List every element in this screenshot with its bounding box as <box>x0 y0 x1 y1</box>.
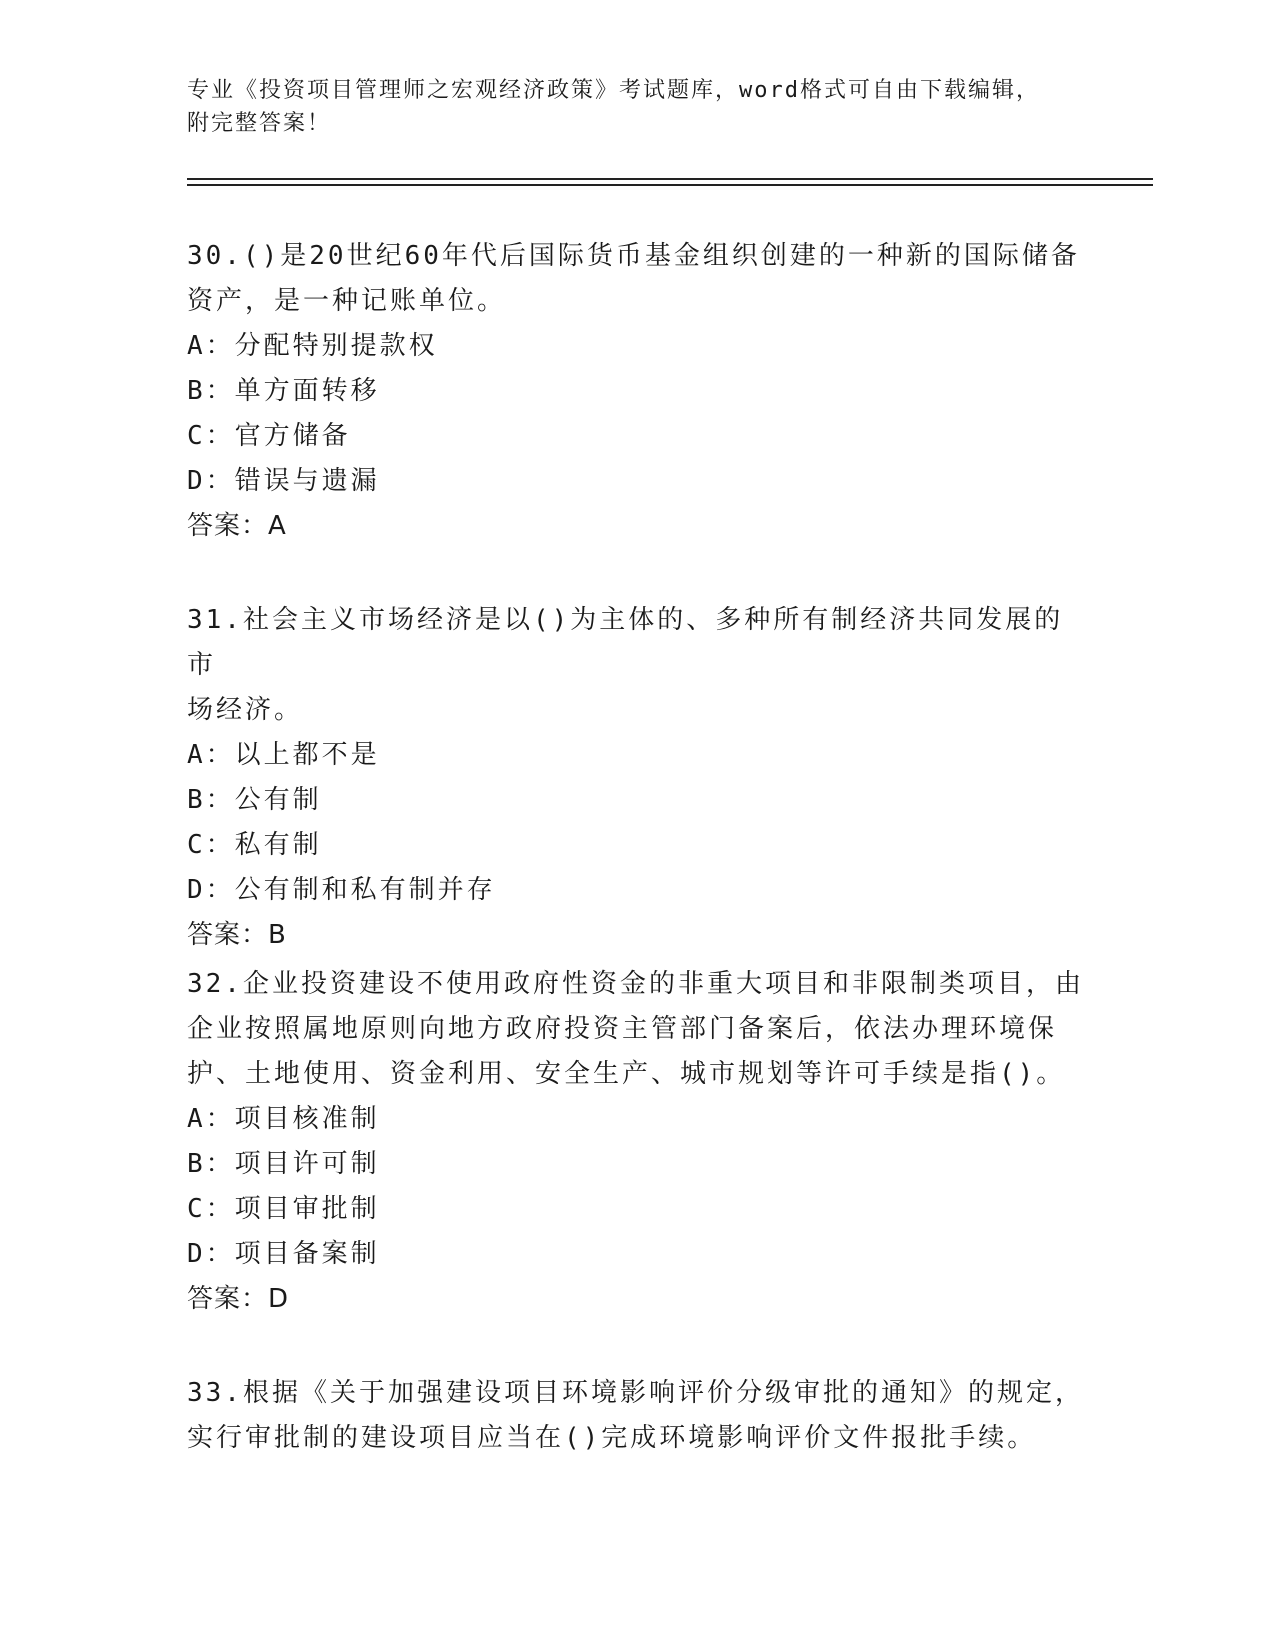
question-text <box>187 234 1087 324</box>
header-line-1: 专业《投资项目管理师之宏观经济政策》考试题库，word格式可自由下载编辑， <box>187 78 1040 103</box>
option-a: A：以上都不是 <box>187 740 380 770</box>
answer-label: 答案：D <box>187 1284 290 1314</box>
option-c: C：项目审批制 <box>187 1194 380 1224</box>
question-30 <box>187 234 1087 549</box>
option-a: A：分配特别提款权 <box>187 331 438 361</box>
document-header <box>187 74 1087 140</box>
header-line-2: 附完整答案！ <box>187 111 332 136</box>
question-32 <box>187 962 1087 1322</box>
question-text-line: 企业按照属地原则向地方政府投资主管部门备案后，依法办理环境保 <box>187 1014 1058 1044</box>
question-text-line: 场经济。 <box>187 695 304 725</box>
header-divider-bottom <box>187 184 1153 186</box>
question-text-line: 32.企业投资建设不使用政府性资金的非重大项目和非限制类项目，由 <box>187 969 1084 999</box>
option-b: B：公有制 <box>187 785 322 815</box>
option-b: B：单方面转移 <box>187 376 380 406</box>
question-text <box>187 598 1087 733</box>
option-a: A：项目核准制 <box>187 1104 380 1134</box>
question-33 <box>187 1371 1087 1461</box>
option-d: D：公有制和私有制并存 <box>187 875 496 905</box>
option-b: B：项目许可制 <box>187 1149 380 1179</box>
question-text-line: 33.根据《关于加强建设项目环境影响评价分级审批的通知》的规定， <box>187 1378 1084 1408</box>
answer-label: 答案：B <box>187 920 287 950</box>
option-c: C：私有制 <box>187 830 322 860</box>
option-d: D：项目备案制 <box>187 1239 380 1269</box>
header-divider-top <box>187 178 1153 180</box>
question-text-line: 护、土地使用、资金利用、安全生产、城市规划等许可手续是指()。 <box>187 1059 1066 1089</box>
question-text <box>187 962 1087 1097</box>
question-text-line: 资产，是一种记账单位。 <box>187 286 507 316</box>
question-text-line: 实行审批制的建设项目应当在()完成环境影响评价文件报批手续。 <box>187 1423 1037 1453</box>
answer-label: 答案：A <box>187 511 287 541</box>
question-text-line: 30.()是20世纪60年代后国际货币基金组织创建的一种新的国际储备 <box>187 241 1080 271</box>
question-text <box>187 1371 1087 1461</box>
question-text-line: 31.社会主义市场经济是以()为主体的、多种所有制经济共同发展的市 <box>187 605 1064 680</box>
option-d: D：错误与遗漏 <box>187 466 380 496</box>
option-c: C：官方储备 <box>187 421 351 451</box>
question-31 <box>187 598 1087 958</box>
